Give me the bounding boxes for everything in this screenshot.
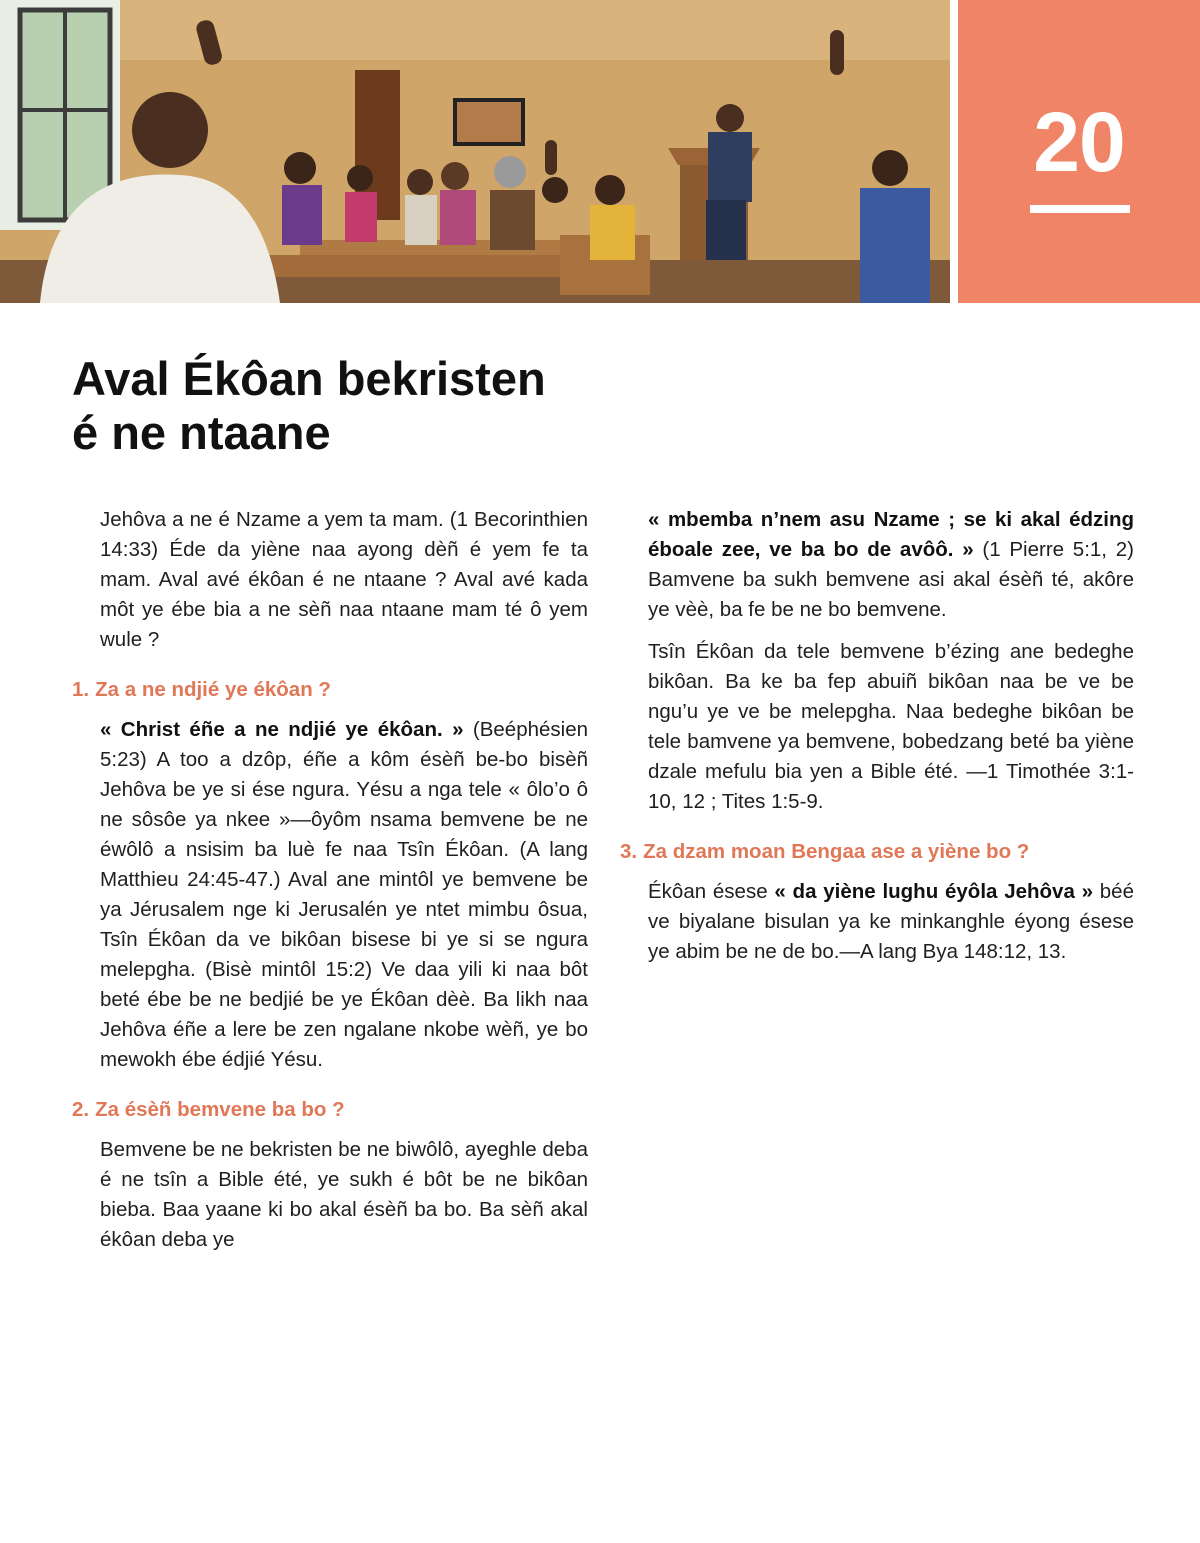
answer-3-rest: béé ve biyalane bisulan ya ke minkanghle éyong ésese ye abim be ne de bo.—A lang Bya 148:12, 13.	[648, 880, 1134, 963]
answer-1-bold: « Christ éñe a ne ndjié ye ékôan. »	[100, 718, 464, 741]
question-2-text: Za ésèñ bemvene ba bo ?	[95, 1098, 345, 1121]
answer-3-paragraph	[648, 877, 1134, 967]
hero-photo	[0, 0, 950, 303]
question-2-number: 2.	[72, 1098, 90, 1121]
question-2-heading	[72, 1095, 588, 1125]
page-title	[72, 352, 672, 460]
answer-2-paragraph-start: Bemvene be ne bekristen be ne biwôlô, ayeghle deba é ne tsîn a Bible été, ye sukh é bôt be ne bikôan bieba. Baa yaane ki bo akal ésèñ ba bo. Ba sèñ akal ékôan deba ye	[100, 1138, 588, 1251]
left-column	[72, 505, 588, 1255]
lesson-number-box	[958, 0, 1200, 303]
question-3-text: Za dzam moan Bengaa ase a yiène bo ?	[643, 840, 1030, 863]
question-3-heading	[620, 837, 1134, 867]
answer-1-paragraph	[100, 715, 588, 1075]
question-1-text: Za a ne ndjié ye ékôan ?	[95, 678, 331, 701]
answer-2-rest: (1 Pierre 5:1, 2) Bamvene ba sukh bemvene asi akal ésèñ té, akôre ye vèè, ba fe be ne bo bemvene.	[648, 538, 1134, 621]
answer-2-paragraph-2: Tsîn Ékôan da tele bemvene b’ézing ane bedeghe bikôan. Ba ke ba fep abuiñ bikôan naa be ve be ngu’u ye ve be melepgha. Naa bedeghe bikôan be tele bamvene ya bemvene, bobedzang beté ba yiène dzale mefulu bia yen a Bible été. —1 Timothée 3:1-10, 12 ; Tites 1:5-9.	[648, 640, 1134, 813]
answer-1-rest: (Beéphésien 5:23) A too a dzôp, éñe a kôm ésèñ be-bo bisèñ Jehôva be ye si ése ngura. Yésu a nga tele « ôlo’o ô ne sôsôe ya nkee »—ôyôm nsama bemvene be ne éwôlô a nsisim ba luè fe naa Tsîn Ékôan. (A lang Matthieu 24:45-47.) Aval ane mintôl ye bemvene be ya Jérusalem nge ki Jerusalén ye ntet mimbu ôsua, Tsîn Ékôan da ve bikôan bisese bi ye si se ngura melepgha. (Bisè mintôl 15:2) Ve daa yili ki naa bôt beté ébe be ne bedjié be ye Ékôan dèè. Ba likh naa Jehôva éñe a lere be zen ngalane nkobe wèñ, ye bo mewokh ébe édjié Yésu.	[100, 718, 588, 1071]
answer-3-lead: Ékôan ésese	[648, 880, 768, 903]
answer-2-paragraph-cont	[648, 505, 1134, 625]
intro-paragraph: Jehôva a ne é Nzame a yem ta mam. (1 Becorinthien 14:33) Éde da yiène naa ayong dèñ é yem fe ta mam. Aval avé ékôan é ne ntaane ? Aval avé kada môt ye ébe bia a ne sèñ naa ntaane mam té ô yem wule ?	[100, 508, 588, 651]
title-line-2: é ne ntaane	[72, 406, 331, 459]
right-column	[620, 505, 1134, 979]
title-line-1: Aval Ékôan bekristen	[72, 352, 546, 405]
lesson-number-rule	[1030, 205, 1130, 213]
question-3-number: 3.	[620, 840, 638, 863]
answer-3-bold: « da yiène lughu éyôla Jehôva »	[774, 880, 1094, 903]
answer-2-bold: « mbemba n’nem asu Nzame ; se ki akal édzing éboale zee, ve ba bo de avôô. »	[648, 508, 1134, 561]
question-1-number: 1.	[72, 678, 90, 701]
congregation-meeting-illustration	[0, 0, 950, 303]
question-1-heading	[72, 675, 588, 705]
lesson-number: 20	[1033, 95, 1125, 189]
